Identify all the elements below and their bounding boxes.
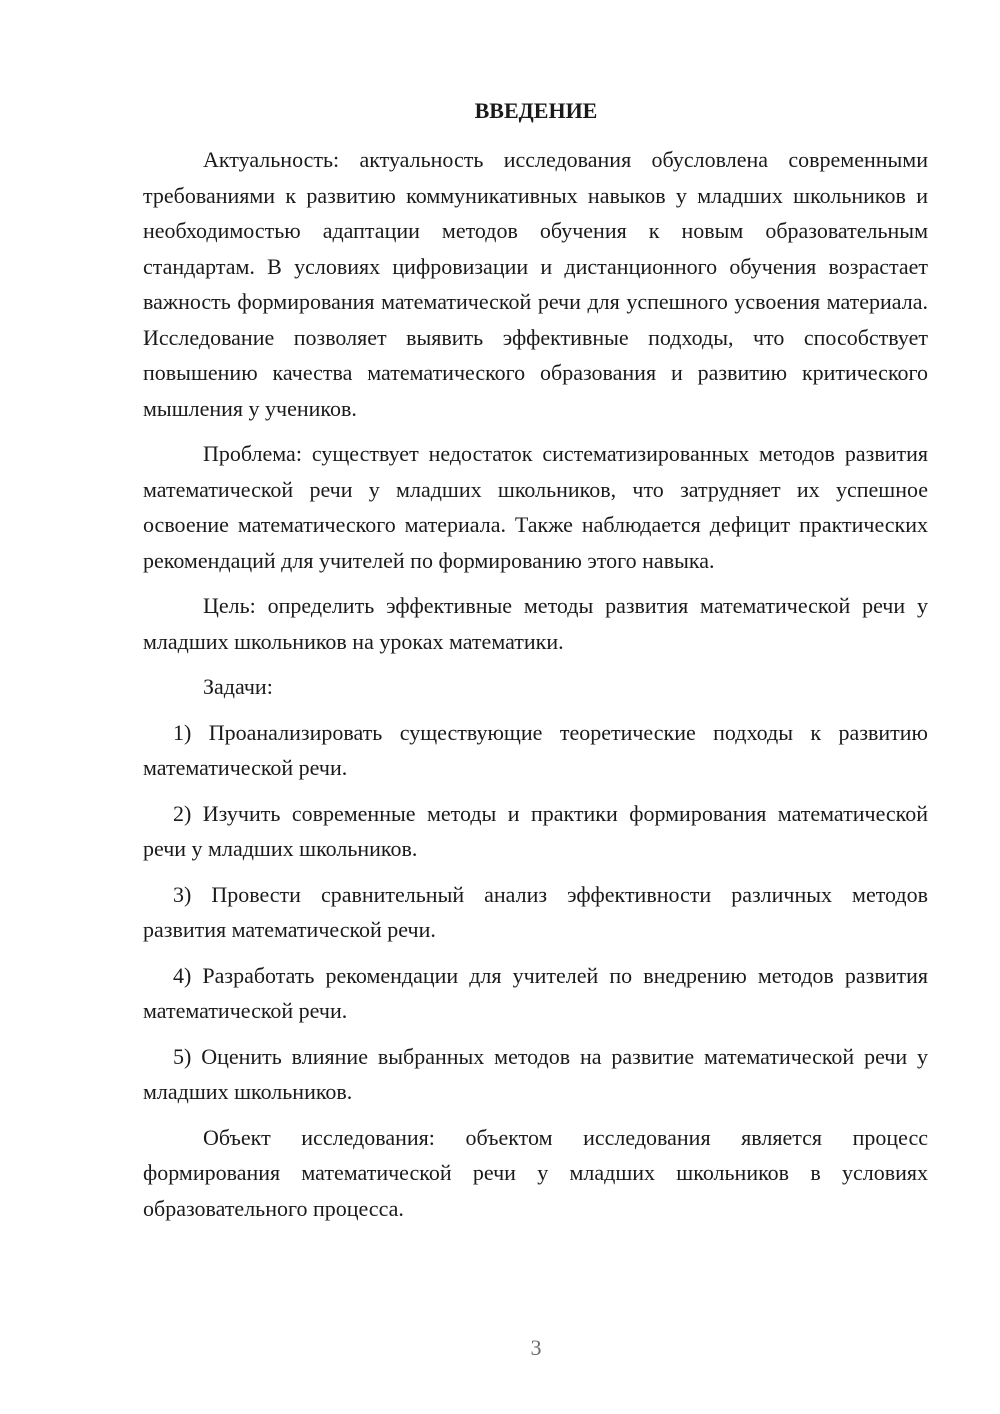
paragraph-goal: Цель: определить эффективные методы развития математической речи у младших школьников на уроках математики. [143, 593, 928, 654]
task-item-4: 4) Разработать рекомендации для учителей по внедрению методов развития математической речи. [143, 962, 928, 1023]
tasks-label: Задачи: [203, 674, 273, 699]
task-item-1: 1) Проанализировать существующие теоретические подходы к развитию математической речи. [143, 719, 928, 780]
task-item-5: 5) Оценить влияние выбранных методов на развитие математической речи у младших школьников. [143, 1043, 928, 1104]
paragraph-object: Объект исследования: объектом исследования является процесс формирования математической речи у младших школьников в условиях образовательного процесса. [143, 1124, 928, 1221]
paragraph-problem: Проблема: существует недостаток систематизированных методов развития математической речи у младших школьников, что затрудняет их успешное освоение математического материала. Также наблюдается дефицит практических рекомендаций для учителей по формированию этого навыка. [143, 441, 928, 573]
document-body [143, 142, 928, 1226]
page-number: 3 [530, 1335, 542, 1360]
page-title: ВВЕДЕНИЕ [474, 98, 598, 123]
task-item-2: 2) Изучить современные методы и практики формирования математической речи у младших школьников. [143, 800, 928, 861]
task-item-3: 3) Провести сравнительный анализ эффективности различных методов развития математической речи. [143, 881, 928, 942]
paragraph-relevance: Актуальность: актуальность исследования обусловлена современными требованиями к развитию коммуникативных навыков у младших школьников и необходимостью адаптации методов обучения к новым образовательным стандартам. В условиях цифровизации и дистанционного обучения возрастает важность формирования математической речи для успешного усвоения материала. Исследование позволяет выявить эффективные подходы, что способствует повышению качества математического образования и развитию критического мышления у учеников. [143, 147, 928, 421]
